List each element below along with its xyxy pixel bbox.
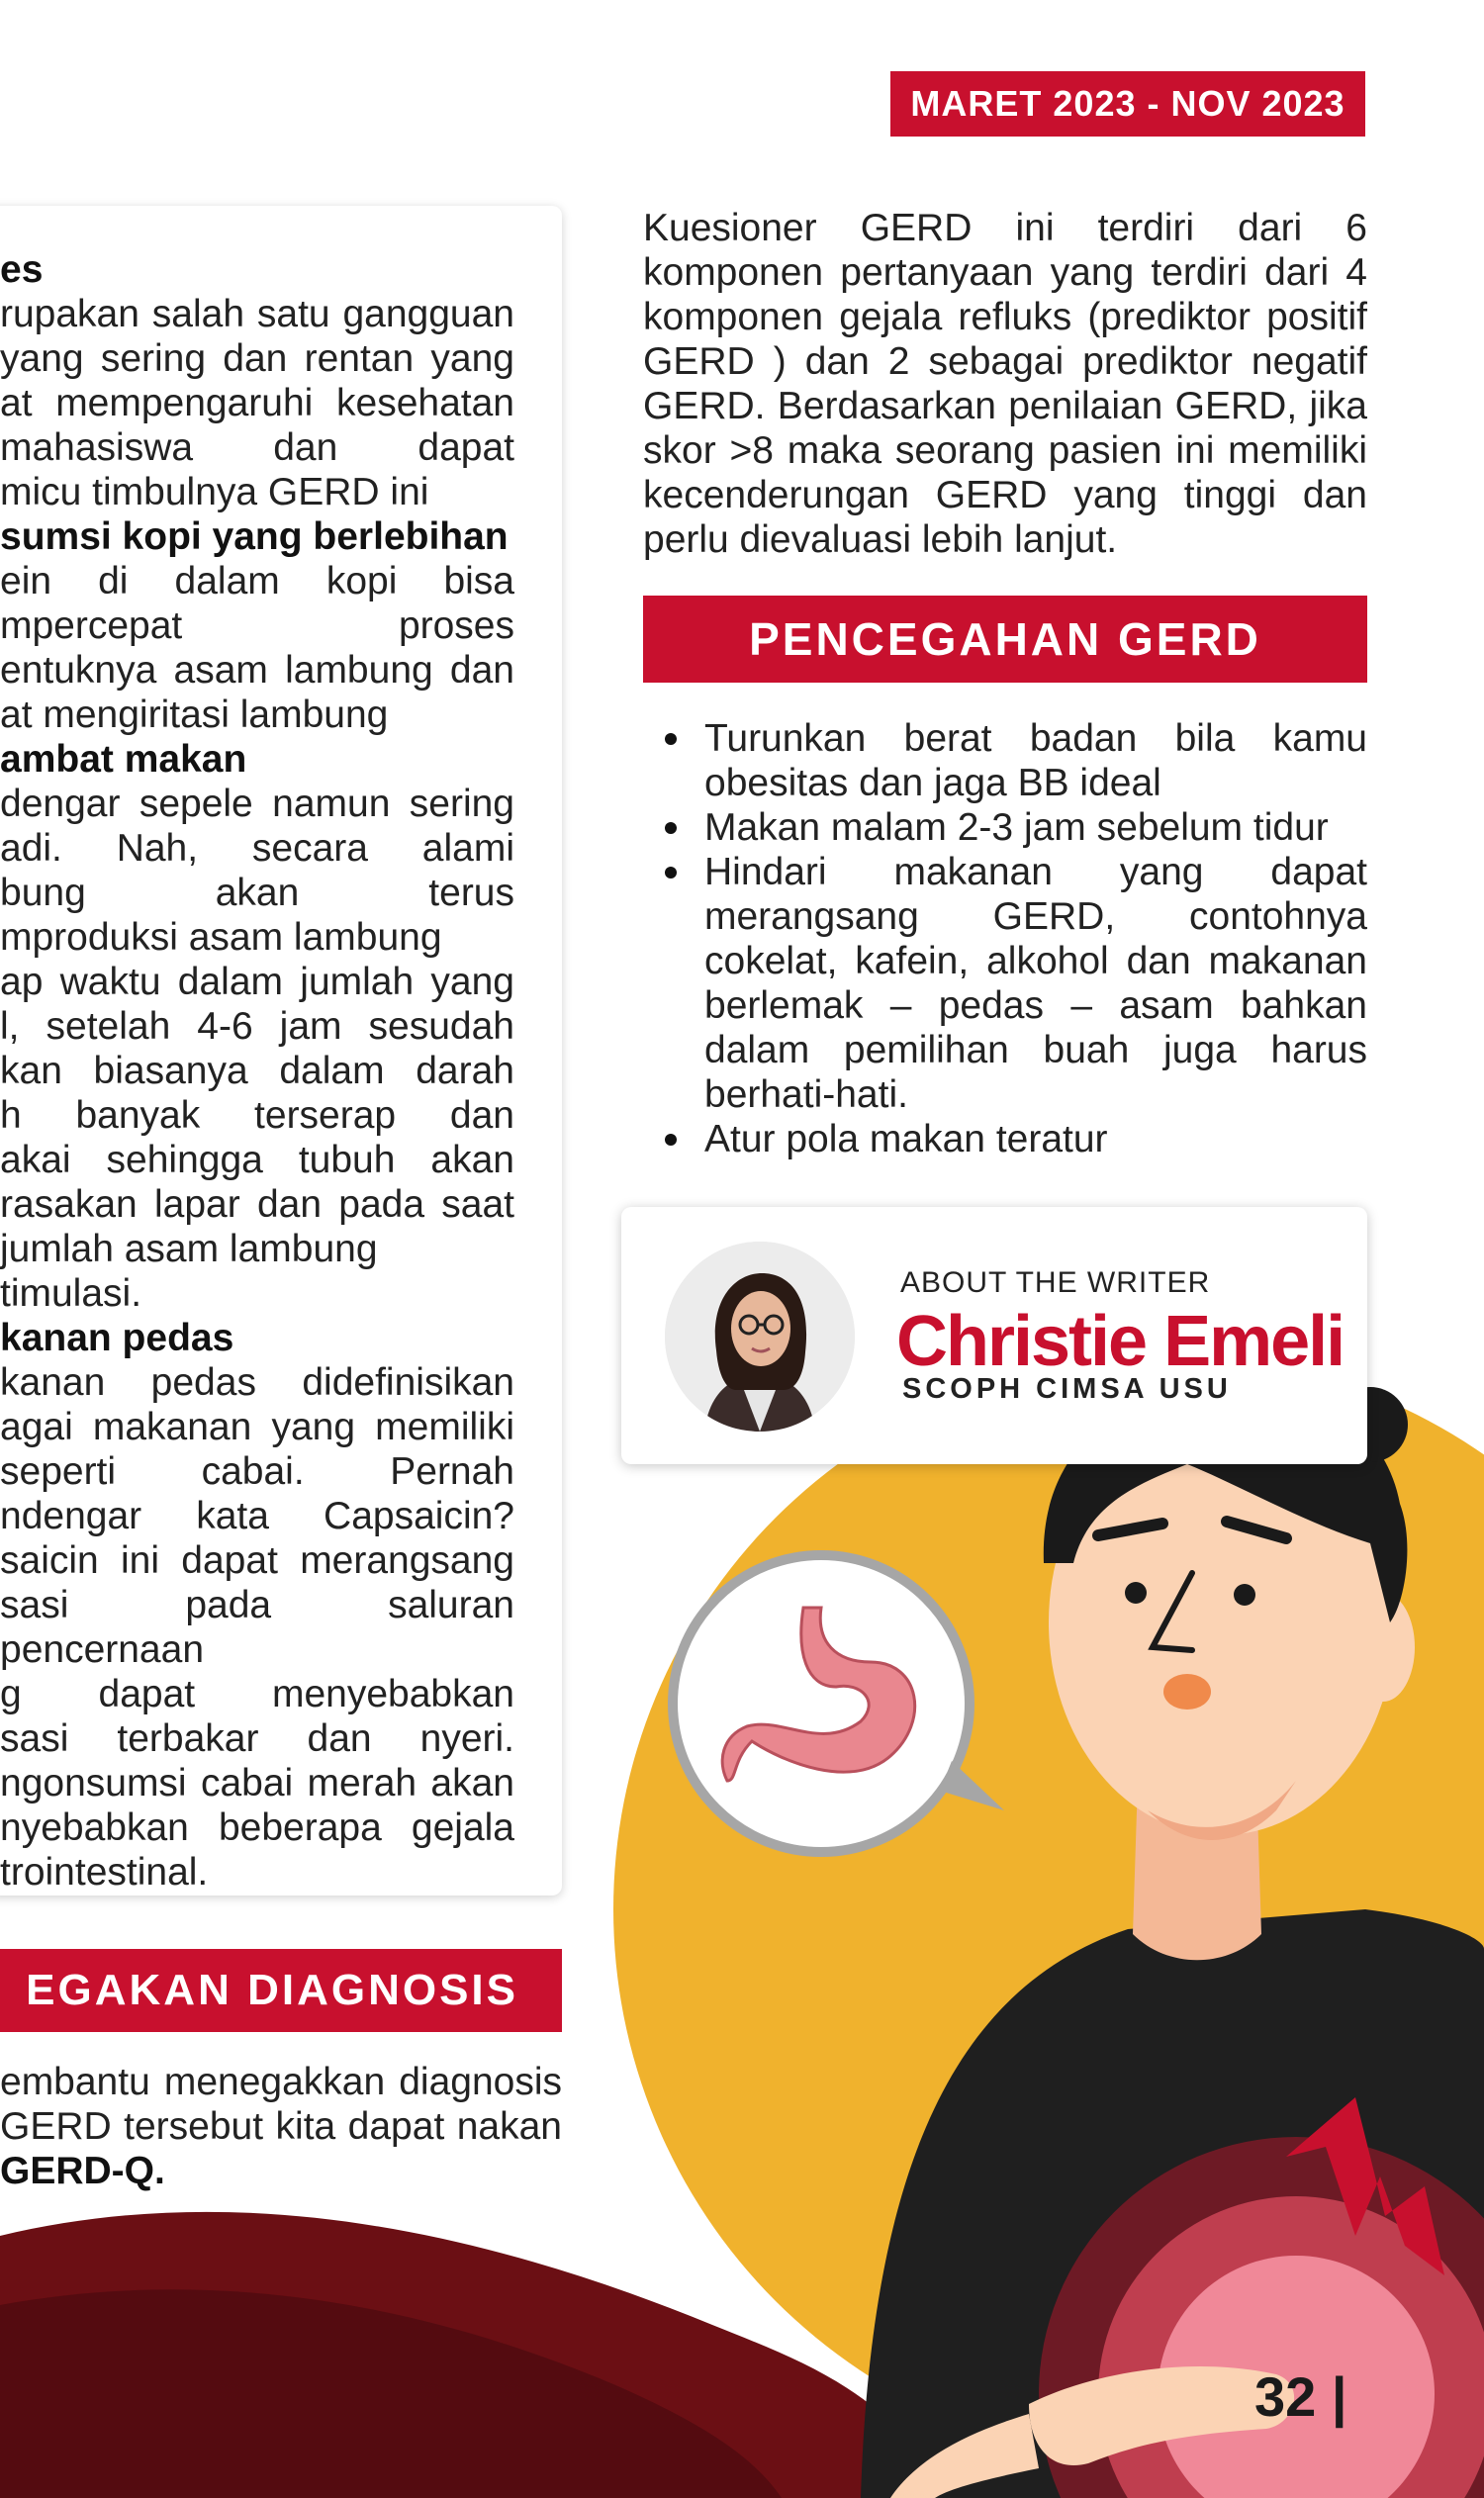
- left-card-subheading: ambat makan: [0, 738, 247, 781]
- gerd-questionnaire-paragraph: Kuesioner GERD ini terdiri dari 6 komponen pertanyaan yang terdiri dari 4 komponen gejala refluks (prediktor positif GERD ) dan 2 sebagai prediktor negatif GERD. Berdasarkan penilaian GERD, jika skor >8 maka seorang pasien ini memiliki kecenderungan GERD yang tinggi dan perlu dievaluasi lebih lanjut.: [643, 207, 1367, 561]
- diagnosis-text-body: embantu menegakkan diagnosis GERD tersebut kita dapat nakan: [0, 2061, 562, 2148]
- prevention-item-text: Makan malam 2-3 jam sebelum tidur: [704, 806, 1329, 849]
- bullet-icon: [665, 1134, 677, 1146]
- left-card-line: ein di dalam kopi bisa: [0, 560, 514, 602]
- left-card-line: micu timbulnya GERD ini: [0, 471, 429, 513]
- left-card-line: mproduksi asam lambung: [0, 916, 442, 959]
- prevention-item-text: Turunkan berat badan bila kamu obesitas dan jaga BB ideal: [704, 717, 1367, 804]
- bullet-icon: [665, 822, 677, 834]
- left-card-line: saicin ini dapat merangsang: [0, 1539, 514, 1582]
- left-card-line: at mempengaruhi kesehatan: [0, 382, 514, 424]
- left-card-subheading: es: [0, 248, 44, 291]
- left-card-line: sasi terbakar dan nyeri.: [0, 1717, 514, 1760]
- left-card-line: jumlah asam lambung: [0, 1228, 378, 1270]
- left-card-line: dengar sepele namun sering: [0, 783, 514, 825]
- diagnosis-text: [0, 2060, 562, 2193]
- left-card-line: mpercepat proses: [0, 604, 514, 647]
- writer-organization: SCOPH CIMSA USU: [902, 1373, 1232, 1405]
- page-number: 32 |: [1254, 2365, 1347, 2428]
- left-card-line: yang sering dan rentan yang: [0, 337, 514, 380]
- left-card-line: rupakan salah satu gangguan: [0, 293, 514, 335]
- prevention-item-text: Hindari makanan yang dapat merangsang GERD, contohnya cokelat, kafein, alkohol dan makanan berlemak – pedas – asam bahkan dalam pemilihan buah juga harus berhati-hati.: [704, 851, 1367, 1116]
- writer-name: Christie Emeli: [896, 1302, 1345, 1381]
- writer-portrait-icon: [665, 1242, 855, 1432]
- left-card-line: ap waktu dalam jumlah yang: [0, 961, 514, 1003]
- left-card-line: at mengiritasi lambung: [0, 694, 389, 736]
- prevention-item-text: Atur pola makan teratur: [704, 1118, 1108, 1160]
- left-card-line: l, setelah 4-6 jam sesudah: [0, 1005, 514, 1048]
- left-card-subheading: kanan pedas: [0, 1317, 234, 1359]
- bullet-icon: [665, 867, 677, 879]
- left-card-line: seperti cabai. Pernah: [0, 1450, 514, 1493]
- prevention-section-header: [643, 596, 1367, 683]
- diagnosis-section-header: [0, 1949, 562, 2032]
- left-card-text: [0, 247, 514, 1895]
- bullet-icon: [665, 733, 677, 745]
- left-card-line: rasakan lapar dan pada saat: [0, 1183, 514, 1226]
- left-card-line: h banyak terserap dan: [0, 1094, 514, 1137]
- left-card-line: entuknya asam lambung dan: [0, 649, 514, 692]
- prevention-item: [643, 850, 1367, 1117]
- left-card-line: kanan pedas didefinisikan: [0, 1361, 514, 1404]
- prevention-item: [643, 716, 1367, 805]
- date-range-badge: [890, 71, 1365, 137]
- left-card-line: agai makanan yang memiliki: [0, 1406, 514, 1448]
- left-card-line: adi. Nah, secara alami: [0, 827, 514, 870]
- left-card-line: ndengar kata Capsaicin?: [0, 1495, 514, 1537]
- left-card-line: nyebabkan beberapa gejala: [0, 1806, 514, 1849]
- left-card-line: kan biasanya dalam darah: [0, 1050, 514, 1092]
- ear: [1351, 1593, 1415, 1702]
- thought-bubble: [673, 1555, 970, 1852]
- left-card-line: ngonsumsi cabai merah akan: [0, 1762, 514, 1804]
- left-card-line: g dapat menyebabkan: [0, 1673, 514, 1715]
- about-writer-label: ABOUT THE WRITER: [900, 1266, 1211, 1299]
- left-card-line: sasi pada saluran pencernaan: [0, 1584, 514, 1671]
- left-card-line: timulasi.: [0, 1272, 142, 1315]
- diagnosis-title: EGAKAN DIAGNOSIS: [26, 1966, 518, 2014]
- prevention-list: [643, 716, 1367, 1161]
- diagnosis-text-bold: GERD-Q.: [0, 2150, 165, 2192]
- prevention-item: [643, 1117, 1367, 1161]
- date-range-text: MARET 2023 - NOV 2023: [910, 83, 1345, 124]
- prevention-title: PENCEGAHAN GERD: [749, 613, 1261, 665]
- left-card-line: mahasiswa dan dapat: [0, 426, 514, 469]
- left-card-line: bung akan terus: [0, 872, 514, 914]
- prevention-item: [643, 805, 1367, 850]
- writer-avatar: [665, 1242, 855, 1432]
- left-card-subheading: sumsi kopi yang berlebihan: [0, 515, 509, 558]
- left-card-line: akai sehingga tubuh akan: [0, 1139, 514, 1181]
- left-card-line: trointestinal.: [0, 1851, 209, 1894]
